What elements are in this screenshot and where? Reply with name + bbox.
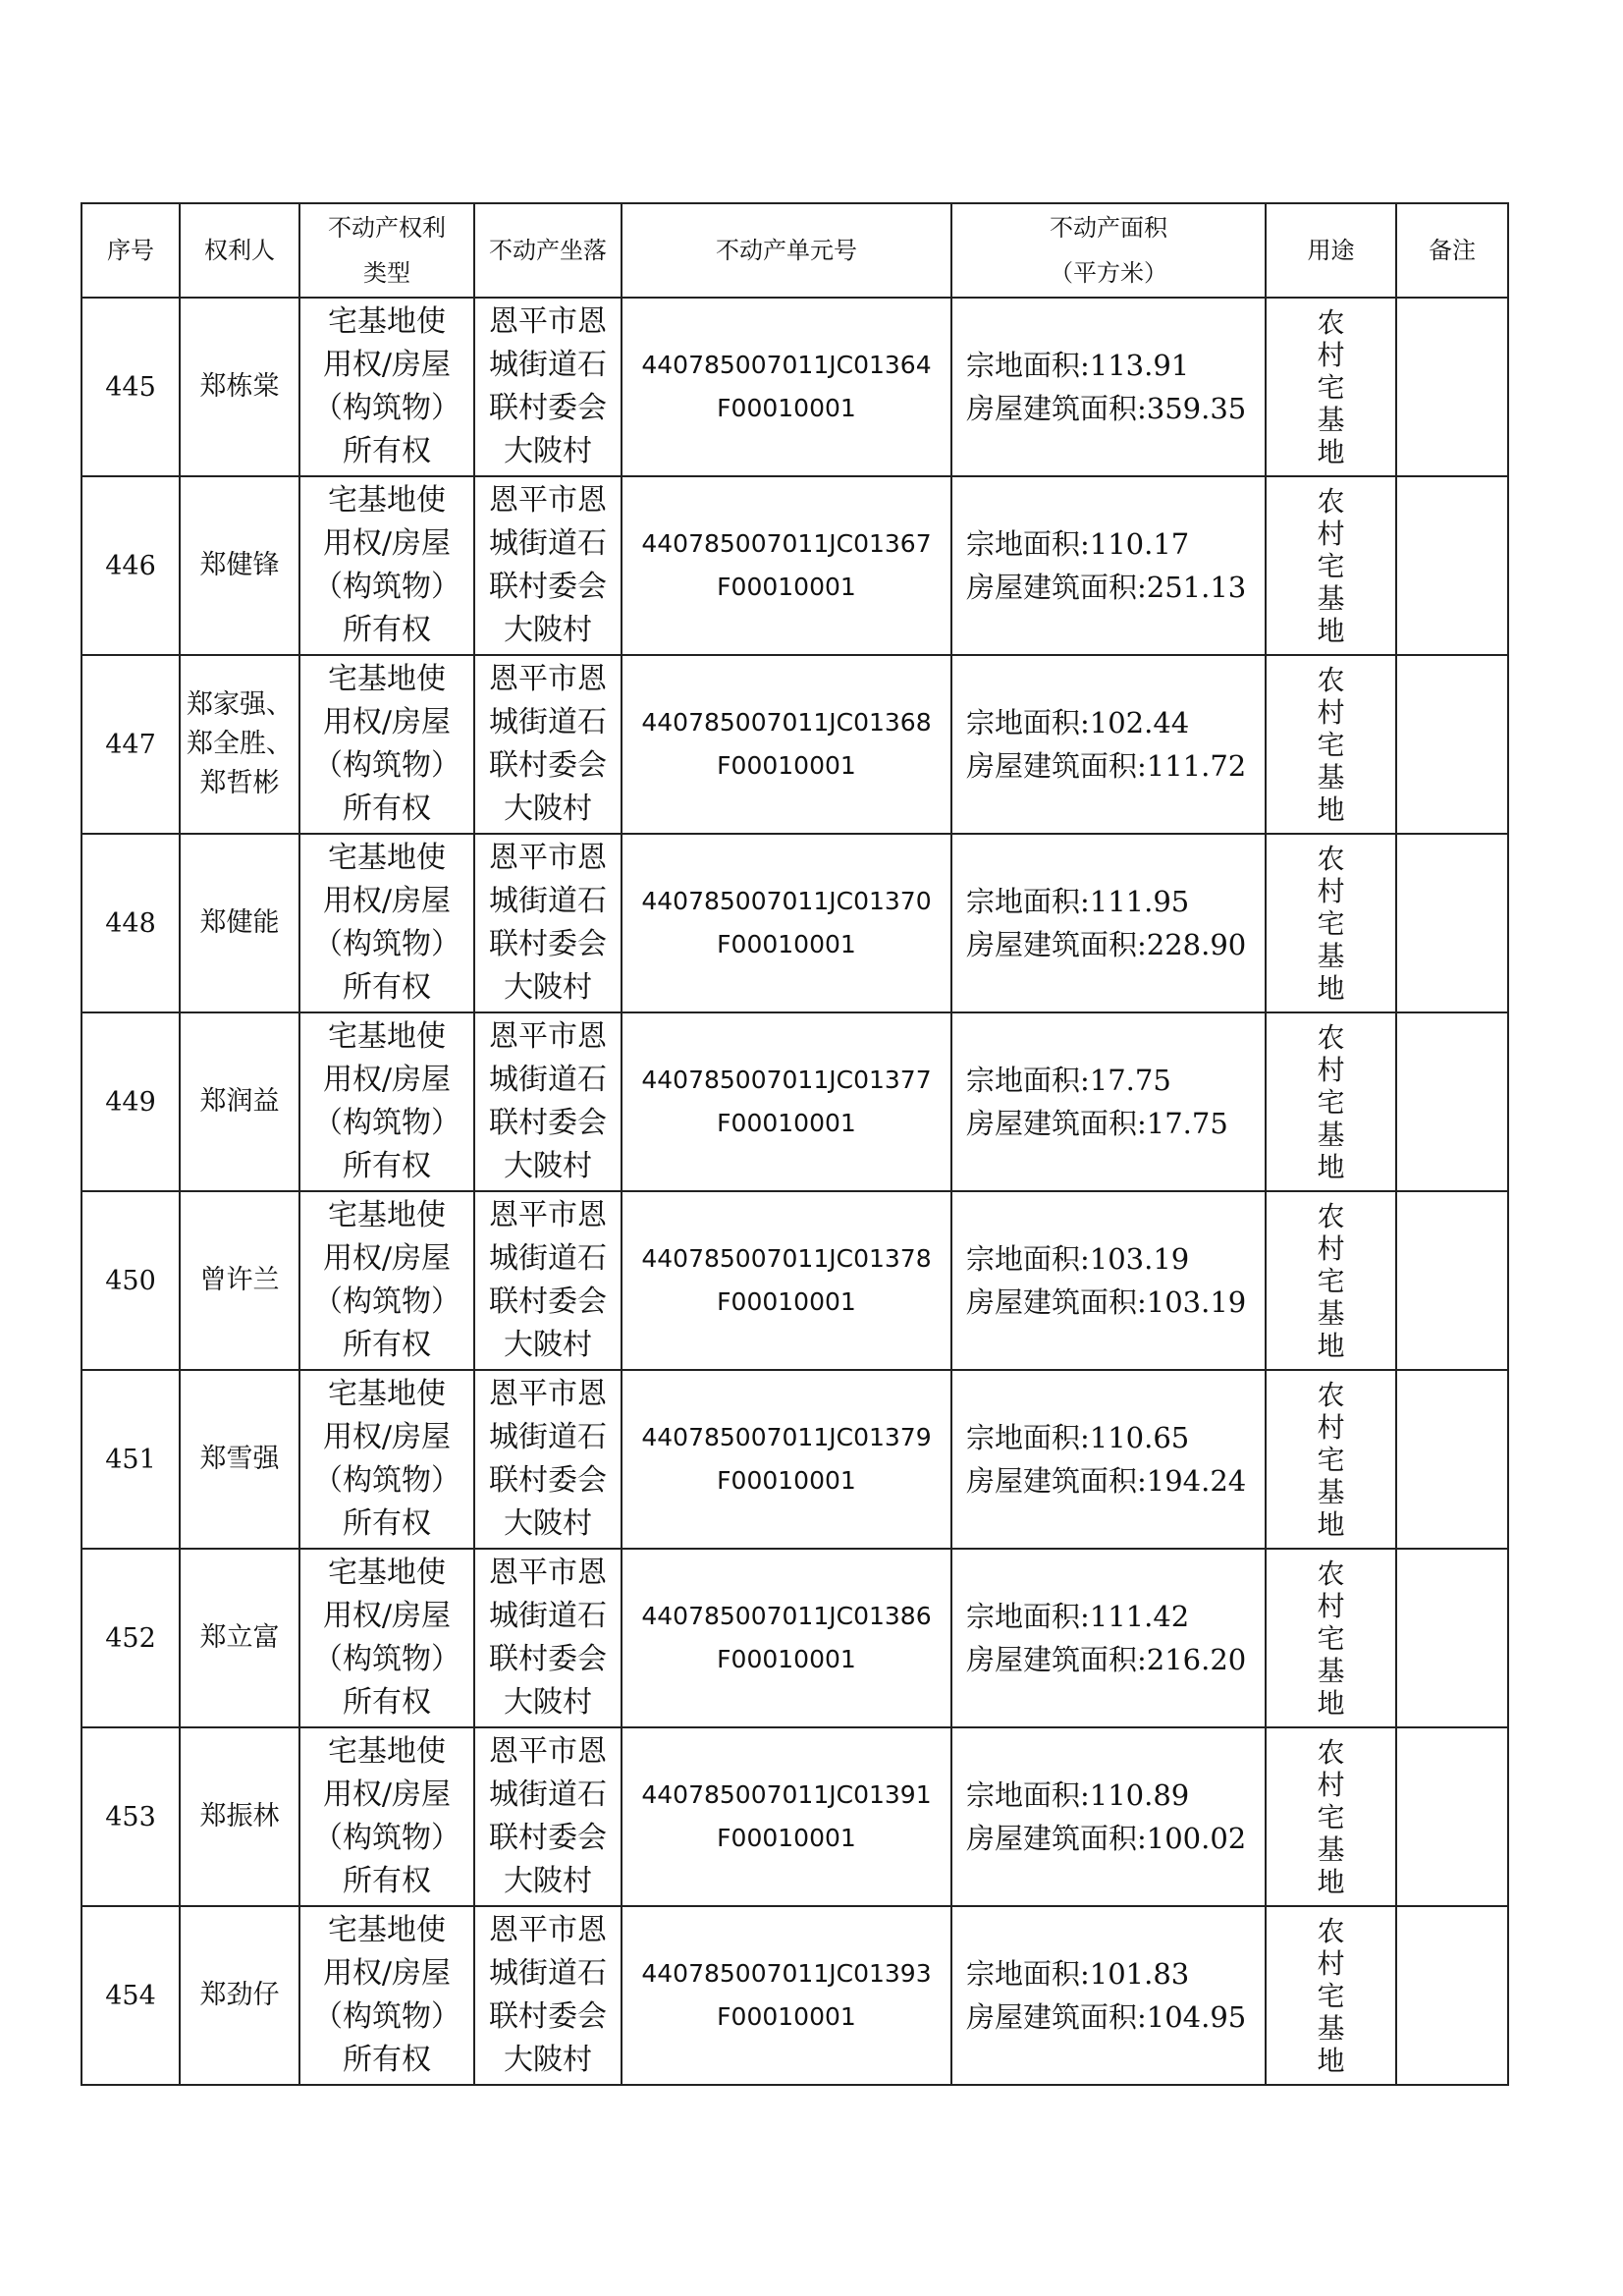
cell-unit-no xyxy=(622,1191,951,1370)
cell-area xyxy=(951,476,1266,655)
cell-seq: 445 xyxy=(81,298,180,476)
right-type-line: 用权/房屋 xyxy=(322,1777,452,1812)
cell-usage xyxy=(1266,298,1396,476)
location-line: 大陂村 xyxy=(504,1864,592,1898)
cell-seq: 452 xyxy=(81,1549,180,1727)
usage-char: 农 xyxy=(1317,1020,1345,1054)
owner-name: 郑哲彬 xyxy=(199,768,280,798)
header-right-type-line1: 不动产权利 xyxy=(328,214,446,242)
cell-unit-no xyxy=(622,1906,951,2085)
location-line: 联村委会 xyxy=(489,1821,607,1855)
usage-char: 基 xyxy=(1317,1475,1345,1508)
usage-char: 地 xyxy=(1317,614,1345,647)
cell-seq: 450 xyxy=(81,1191,180,1370)
usage-char: 宅 xyxy=(1317,549,1345,582)
usage-char: 地 xyxy=(1317,793,1345,826)
unit-no-line: 440785007011JC01367 xyxy=(641,529,932,558)
cell-unit-no xyxy=(622,655,951,834)
unit-no-line: F00010001 xyxy=(717,1287,856,1316)
location-line: 城街道石 xyxy=(489,1599,607,1633)
cell-owner xyxy=(180,1191,299,1370)
cell-unit-no xyxy=(622,1727,951,1906)
cell-remark xyxy=(1396,1727,1508,1906)
header-usage: 用途 xyxy=(1266,203,1396,298)
location-line: 城街道石 xyxy=(489,1956,607,1991)
table-row xyxy=(81,1906,1508,2085)
owner-name: 郑立富 xyxy=(199,1622,280,1653)
usage-char: 村 xyxy=(1317,1589,1345,1622)
right-type-line: （构筑物） xyxy=(313,1821,460,1855)
usage-char: 地 xyxy=(1317,1329,1345,1362)
usage-char: 基 xyxy=(1317,1296,1345,1330)
right-type-line: （构筑物） xyxy=(313,1106,460,1140)
right-type-line: 用权/房屋 xyxy=(322,1599,452,1633)
cell-area xyxy=(951,1727,1266,1906)
right-type-line: 用权/房屋 xyxy=(322,348,452,382)
location-line: 联村委会 xyxy=(489,570,607,604)
header-row xyxy=(81,203,1508,298)
right-type-line: 所有权 xyxy=(343,1328,431,1362)
unit-no-line: 440785007011JC01377 xyxy=(641,1066,932,1094)
usage-char: 宅 xyxy=(1317,906,1345,940)
location-line: 恩平市恩 xyxy=(489,662,607,696)
cell-usage xyxy=(1266,1012,1396,1191)
cell-location xyxy=(474,298,622,476)
cell-owner xyxy=(180,476,299,655)
cell-area xyxy=(951,1370,1266,1549)
cell-remark xyxy=(1396,1370,1508,1549)
cell-owner xyxy=(180,834,299,1012)
table-row xyxy=(81,1549,1508,1727)
owner-name: 郑润益 xyxy=(199,1086,280,1117)
unit-no-line: 440785007011JC01393 xyxy=(641,1959,932,1988)
location-line: 恩平市恩 xyxy=(489,1734,607,1769)
cell-remark xyxy=(1396,1012,1508,1191)
usage-char: 农 xyxy=(1317,842,1345,875)
owner-name: 郑全胜、 xyxy=(187,729,293,759)
cell-owner xyxy=(180,655,299,834)
owner-name: 郑劲仔 xyxy=(199,1980,280,2010)
usage-char: 地 xyxy=(1317,1150,1345,1183)
usage-char: 农 xyxy=(1317,663,1345,696)
unit-no-line: 440785007011JC01379 xyxy=(641,1423,932,1451)
right-type-line: 用权/房屋 xyxy=(322,1241,452,1276)
cell-location xyxy=(474,1727,622,1906)
location-line: 大陂村 xyxy=(504,1328,592,1362)
cell-location xyxy=(474,1191,622,1370)
cell-area xyxy=(951,298,1266,476)
cell-seq: 448 xyxy=(81,834,180,1012)
cell-remark xyxy=(1396,1906,1508,2085)
right-type-line: 所有权 xyxy=(343,1685,431,1720)
usage-char: 地 xyxy=(1317,1507,1345,1541)
location-line: 城街道石 xyxy=(489,1241,607,1276)
unit-no-line: 440785007011JC01391 xyxy=(641,1780,932,1809)
right-type-line: 所有权 xyxy=(343,434,431,468)
cell-remark xyxy=(1396,298,1508,476)
right-type-line: 用权/房屋 xyxy=(322,705,452,739)
right-type-line: （构筑物） xyxy=(313,1999,460,2034)
area-line: 宗地面积:111.95 xyxy=(966,885,1190,918)
usage-char: 农 xyxy=(1317,484,1345,518)
usage-char: 基 xyxy=(1317,1654,1345,1687)
usage-char: 村 xyxy=(1317,1768,1345,1801)
cell-right-type xyxy=(299,1906,474,2085)
header-right-type xyxy=(299,203,474,298)
location-line: 大陂村 xyxy=(504,1506,592,1541)
header-owner: 权利人 xyxy=(180,203,299,298)
cell-remark xyxy=(1396,834,1508,1012)
cell-unit-no xyxy=(622,1370,951,1549)
owner-name: 郑振林 xyxy=(199,1801,280,1831)
location-line: 联村委会 xyxy=(489,391,607,425)
area-line: 宗地面积:101.83 xyxy=(966,1957,1190,1991)
area-line: 宗地面积:17.75 xyxy=(966,1064,1171,1097)
cell-seq: 447 xyxy=(81,655,180,834)
table-row xyxy=(81,1012,1508,1191)
right-type-line: 宅基地使 xyxy=(328,1913,446,1947)
location-line: 恩平市恩 xyxy=(489,304,607,339)
area-line: 房屋建筑面积:359.35 xyxy=(966,392,1247,425)
usage-char: 基 xyxy=(1317,1832,1345,1866)
area-line: 宗地面积:111.42 xyxy=(966,1600,1190,1633)
header-remark: 备注 xyxy=(1396,203,1508,298)
location-line: 联村委会 xyxy=(489,1642,607,1676)
right-type-line: （构筑物） xyxy=(313,1285,460,1319)
cell-right-type xyxy=(299,1549,474,1727)
cell-area xyxy=(951,1549,1266,1727)
usage-char: 村 xyxy=(1317,1053,1345,1086)
cell-right-type xyxy=(299,1191,474,1370)
usage-char: 宅 xyxy=(1317,1621,1345,1655)
owner-name: 郑雪强 xyxy=(199,1444,280,1474)
usage-char: 村 xyxy=(1317,1410,1345,1444)
cell-seq: 454 xyxy=(81,1906,180,2085)
unit-no-line: F00010001 xyxy=(717,1824,856,1852)
right-type-line: （构筑物） xyxy=(313,570,460,604)
location-line: 联村委会 xyxy=(489,1463,607,1498)
usage-char: 地 xyxy=(1317,1686,1345,1720)
location-line: 大陂村 xyxy=(504,970,592,1005)
right-type-line: 用权/房屋 xyxy=(322,1420,452,1454)
usage-char: 地 xyxy=(1317,2044,1345,2077)
usage-char: 基 xyxy=(1317,939,1345,972)
cell-right-type xyxy=(299,655,474,834)
cell-seq: 453 xyxy=(81,1727,180,1906)
table-row xyxy=(81,298,1508,476)
right-type-line: 用权/房屋 xyxy=(322,1956,452,1991)
usage-char: 地 xyxy=(1317,971,1345,1005)
location-line: 恩平市恩 xyxy=(489,1377,607,1411)
right-type-line: 宅基地使 xyxy=(328,662,446,696)
usage-char: 村 xyxy=(1317,695,1345,729)
location-line: 恩平市恩 xyxy=(489,841,607,875)
usage-char: 宅 xyxy=(1317,1979,1345,2012)
area-line: 宗地面积:113.91 xyxy=(966,349,1190,382)
unit-no-line: F00010001 xyxy=(717,573,856,601)
usage-char: 宅 xyxy=(1317,1800,1345,1833)
cell-owner xyxy=(180,1906,299,2085)
header-location: 不动产坐落 xyxy=(474,203,622,298)
owner-name: 郑栋棠 xyxy=(199,371,280,402)
header-right-type-line2: 类型 xyxy=(363,259,410,287)
location-line: 城街道石 xyxy=(489,348,607,382)
area-line: 宗地面积:110.65 xyxy=(966,1421,1190,1454)
area-line: 房屋建筑面积:228.90 xyxy=(966,928,1247,961)
unit-no-line: 440785007011JC01370 xyxy=(641,887,932,915)
cell-remark xyxy=(1396,1549,1508,1727)
cell-location xyxy=(474,1370,622,1549)
cell-right-type xyxy=(299,476,474,655)
area-line: 房屋建筑面积:103.19 xyxy=(966,1285,1247,1319)
location-line: 大陂村 xyxy=(504,2043,592,2077)
header-area-line2: （平方米） xyxy=(1050,259,1167,287)
cell-seq: 451 xyxy=(81,1370,180,1549)
area-line: 房屋建筑面积:100.02 xyxy=(966,1822,1247,1855)
header-area-line1: 不动产面积 xyxy=(1050,214,1167,242)
usage-char: 农 xyxy=(1317,1378,1345,1411)
cell-seq: 446 xyxy=(81,476,180,655)
owner-name: 曾许兰 xyxy=(199,1265,280,1295)
cell-unit-no xyxy=(622,298,951,476)
right-type-line: 宅基地使 xyxy=(328,1019,446,1054)
usage-char: 基 xyxy=(1317,581,1345,615)
usage-char: 宅 xyxy=(1317,728,1345,761)
cell-unit-no xyxy=(622,476,951,655)
area-line: 房屋建筑面积:194.24 xyxy=(966,1464,1247,1498)
unit-no-line: F00010001 xyxy=(717,1109,856,1137)
unit-no-line: 440785007011JC01364 xyxy=(641,351,932,379)
right-type-line: （构筑物） xyxy=(313,1463,460,1498)
cell-right-type xyxy=(299,298,474,476)
cell-remark xyxy=(1396,1191,1508,1370)
table-row xyxy=(81,655,1508,834)
location-line: 大陂村 xyxy=(504,434,592,468)
right-type-line: 宅基地使 xyxy=(328,1377,446,1411)
usage-char: 地 xyxy=(1317,1865,1345,1898)
area-line: 宗地面积:110.17 xyxy=(966,527,1190,561)
cell-unit-no xyxy=(622,834,951,1012)
area-line: 房屋建筑面积:111.72 xyxy=(966,749,1247,783)
cell-owner xyxy=(180,1012,299,1191)
right-type-line: 宅基地使 xyxy=(328,483,446,518)
cell-area xyxy=(951,834,1266,1012)
cell-area xyxy=(951,1012,1266,1191)
unit-no-line: F00010001 xyxy=(717,2002,856,2031)
right-type-line: （构筑物） xyxy=(313,927,460,961)
right-type-line: 所有权 xyxy=(343,1864,431,1898)
right-type-line: 用权/房屋 xyxy=(322,526,452,561)
unit-no-line: F00010001 xyxy=(717,394,856,422)
table-row xyxy=(81,1370,1508,1549)
location-line: 恩平市恩 xyxy=(489,1019,607,1054)
location-line: 联村委会 xyxy=(489,1106,607,1140)
cell-area xyxy=(951,655,1266,834)
location-line: 恩平市恩 xyxy=(489,1556,607,1590)
right-type-line: （构筑物） xyxy=(313,1642,460,1676)
table-row xyxy=(81,1191,1508,1370)
location-line: 大陂村 xyxy=(504,613,592,647)
usage-char: 村 xyxy=(1317,338,1345,371)
location-line: 城街道石 xyxy=(489,884,607,918)
right-type-line: （构筑物） xyxy=(313,748,460,783)
usage-char: 宅 xyxy=(1317,370,1345,404)
location-line: 城街道石 xyxy=(489,526,607,561)
cell-area xyxy=(951,1191,1266,1370)
property-registry-table xyxy=(81,202,1509,2086)
cell-usage xyxy=(1266,1727,1396,1906)
unit-no-line: F00010001 xyxy=(717,1466,856,1495)
right-type-line: 宅基地使 xyxy=(328,841,446,875)
right-type-line: 宅基地使 xyxy=(328,1556,446,1590)
unit-no-line: F00010001 xyxy=(717,751,856,780)
right-type-line: 宅基地使 xyxy=(328,304,446,339)
cell-right-type xyxy=(299,834,474,1012)
usage-char: 基 xyxy=(1317,2011,1345,2045)
right-type-line: 宅基地使 xyxy=(328,1734,446,1769)
cell-usage xyxy=(1266,655,1396,834)
right-type-line: 所有权 xyxy=(343,613,431,647)
location-line: 恩平市恩 xyxy=(489,483,607,518)
usage-char: 村 xyxy=(1317,1231,1345,1265)
location-line: 城街道石 xyxy=(489,1777,607,1812)
location-line: 联村委会 xyxy=(489,748,607,783)
location-line: 联村委会 xyxy=(489,1999,607,2034)
area-line: 房屋建筑面积:216.20 xyxy=(966,1643,1247,1676)
location-line: 大陂村 xyxy=(504,1685,592,1720)
cell-area xyxy=(951,1906,1266,2085)
location-line: 联村委会 xyxy=(489,1285,607,1319)
cell-owner xyxy=(180,1370,299,1549)
area-line: 房屋建筑面积:17.75 xyxy=(966,1107,1228,1140)
cell-location xyxy=(474,1549,622,1727)
usage-char: 农 xyxy=(1317,1914,1345,1947)
cell-remark xyxy=(1396,476,1508,655)
cell-right-type xyxy=(299,1370,474,1549)
cell-location xyxy=(474,834,622,1012)
cell-location xyxy=(474,1012,622,1191)
location-line: 大陂村 xyxy=(504,792,592,826)
cell-unit-no xyxy=(622,1549,951,1727)
right-type-line: 用权/房屋 xyxy=(322,1063,452,1097)
cell-usage xyxy=(1266,1191,1396,1370)
usage-char: 农 xyxy=(1317,1557,1345,1590)
usage-char: 村 xyxy=(1317,1946,1345,1980)
cell-remark xyxy=(1396,655,1508,834)
area-line: 房屋建筑面积:251.13 xyxy=(966,571,1247,604)
usage-char: 宅 xyxy=(1317,1085,1345,1119)
location-line: 城街道石 xyxy=(489,1420,607,1454)
usage-char: 宅 xyxy=(1317,1264,1345,1297)
table-body xyxy=(81,298,1508,2085)
right-type-line: 宅基地使 xyxy=(328,1198,446,1232)
unit-no-line: 440785007011JC01368 xyxy=(641,708,932,737)
usage-char: 基 xyxy=(1317,1118,1345,1151)
right-type-line: 所有权 xyxy=(343,792,431,826)
area-line: 房屋建筑面积:104.95 xyxy=(966,2000,1247,2034)
cell-usage xyxy=(1266,834,1396,1012)
unit-no-line: F00010001 xyxy=(717,1645,856,1673)
usage-char: 地 xyxy=(1317,435,1345,468)
cell-right-type xyxy=(299,1012,474,1191)
cell-location xyxy=(474,1906,622,2085)
usage-char: 农 xyxy=(1317,305,1345,339)
location-line: 城街道石 xyxy=(489,1063,607,1097)
owner-name: 郑健锋 xyxy=(199,550,280,580)
location-line: 恩平市恩 xyxy=(489,1198,607,1232)
table-row xyxy=(81,476,1508,655)
area-line: 宗地面积:102.44 xyxy=(966,706,1190,739)
cell-usage xyxy=(1266,476,1396,655)
cell-seq: 449 xyxy=(81,1012,180,1191)
right-type-line: 用权/房屋 xyxy=(322,884,452,918)
right-type-line: 所有权 xyxy=(343,2043,431,2077)
usage-char: 村 xyxy=(1317,874,1345,907)
header-unit-no: 不动产单元号 xyxy=(622,203,951,298)
usage-char: 农 xyxy=(1317,1735,1345,1769)
cell-usage xyxy=(1266,1549,1396,1727)
area-line: 宗地面积:110.89 xyxy=(966,1778,1190,1812)
usage-char: 村 xyxy=(1317,517,1345,550)
owner-name: 郑健能 xyxy=(199,907,280,938)
location-line: 恩平市恩 xyxy=(489,1913,607,1947)
unit-no-line: 440785007011JC01378 xyxy=(641,1244,932,1273)
unit-no-line: 440785007011JC01386 xyxy=(641,1602,932,1630)
unit-no-line: F00010001 xyxy=(717,930,856,958)
area-line: 宗地面积:103.19 xyxy=(966,1242,1190,1276)
cell-right-type xyxy=(299,1727,474,1906)
owner-name: 郑家强、 xyxy=(187,689,293,720)
right-type-line: 所有权 xyxy=(343,1149,431,1183)
right-type-line: 所有权 xyxy=(343,1506,431,1541)
table-row xyxy=(81,1727,1508,1906)
cell-unit-no xyxy=(622,1012,951,1191)
location-line: 联村委会 xyxy=(489,927,607,961)
header-seq: 序号 xyxy=(81,203,180,298)
usage-char: 农 xyxy=(1317,1199,1345,1232)
cell-location xyxy=(474,655,622,834)
usage-char: 基 xyxy=(1317,760,1345,793)
cell-owner xyxy=(180,1727,299,1906)
location-line: 大陂村 xyxy=(504,1149,592,1183)
cell-usage xyxy=(1266,1370,1396,1549)
header-area xyxy=(951,203,1266,298)
usage-char: 基 xyxy=(1317,403,1345,436)
right-type-line: 所有权 xyxy=(343,970,431,1005)
right-type-line: （构筑物） xyxy=(313,391,460,425)
usage-char: 宅 xyxy=(1317,1443,1345,1476)
cell-usage xyxy=(1266,1906,1396,2085)
cell-location xyxy=(474,476,622,655)
cell-owner xyxy=(180,1549,299,1727)
table-row xyxy=(81,834,1508,1012)
location-line: 城街道石 xyxy=(489,705,607,739)
cell-owner xyxy=(180,298,299,476)
